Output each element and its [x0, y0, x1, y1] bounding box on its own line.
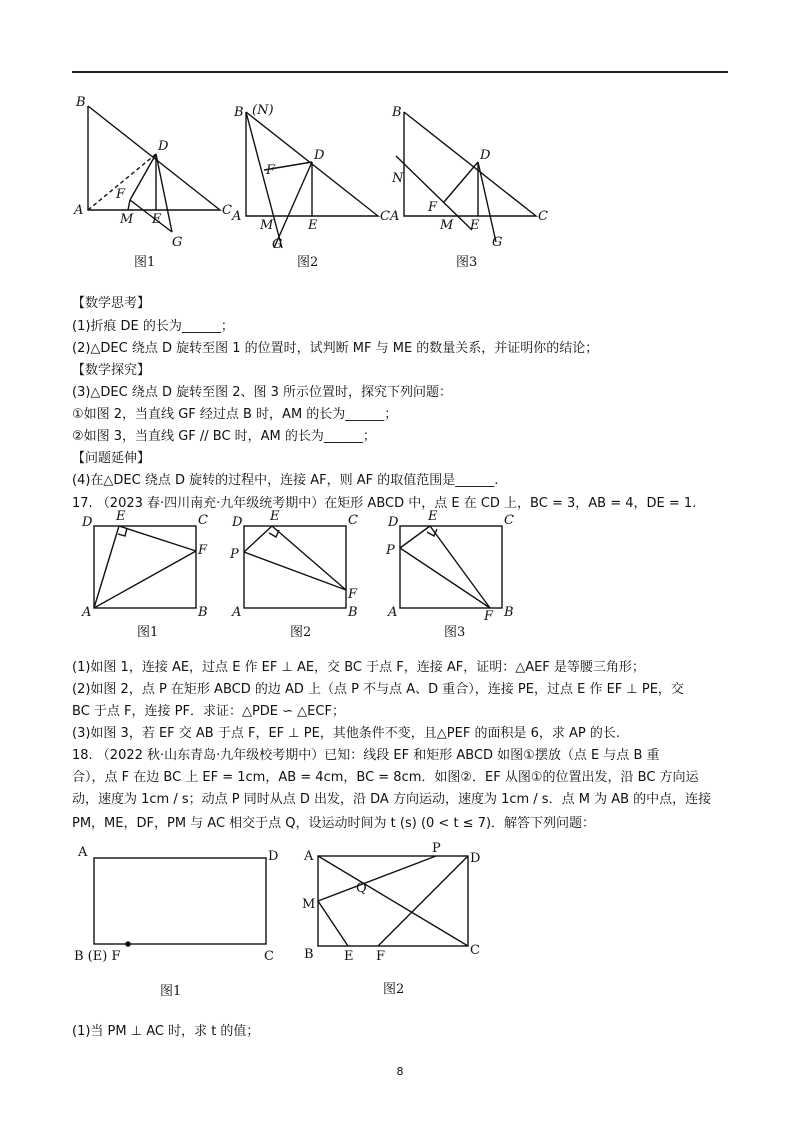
svg-text:M: M	[120, 212, 134, 227]
svg-text:C: C	[538, 209, 548, 224]
figure-16-2	[228, 98, 398, 258]
q16-part-1: (1)折痕 DE 的长为______；	[72, 319, 234, 334]
svg-text:F: F	[198, 543, 208, 558]
q16-section-explore: 【数学探究】	[72, 363, 151, 378]
svg-text:B: B	[304, 947, 314, 962]
q18-stem-line-3: 动，速度为 1cm / s；动点 P 同时从点 D 出发，沿 DA 方向运动，速度为 1cm / s．点 M 为 AB 的中点，连接	[72, 792, 712, 807]
figure-17-3	[384, 506, 534, 626]
svg-text:P: P	[386, 543, 395, 558]
svg-text:A: A	[304, 849, 314, 864]
header-rule	[72, 71, 728, 73]
q17-part-2-line-1: (2)如图 2，点 P 在矩形 ABCD 的边 AD 上（点 P 不与点 A、D 重合），连接 PE，过点 E 作 EF ⊥ PE，交	[72, 682, 684, 697]
figure-18-caption-2: 图2	[383, 982, 405, 997]
svg-text:B (E) F: B (E) F	[74, 949, 121, 964]
q17-stem: 17. （2023 春·四川南充·九年级统考期中）在矩形 ABCD 中，点 E 在 CD 上，BC = 3，AB = 4，DE = 1.	[72, 496, 697, 511]
svg-text:A: A	[82, 605, 92, 620]
figure-17-caption-3: 图3	[444, 625, 466, 640]
svg-text:C: C	[504, 513, 514, 528]
figure-17-2	[228, 506, 378, 626]
svg-text:D: D	[480, 148, 491, 163]
svg-text:M: M	[302, 897, 316, 912]
svg-text:G: G	[272, 237, 283, 252]
svg-text:F: F	[266, 163, 276, 178]
svg-text:E: E	[344, 949, 354, 964]
svg-text:F: F	[348, 587, 358, 602]
svg-text:F: F	[376, 949, 386, 964]
svg-text:B: B	[198, 605, 208, 620]
svg-text:C: C	[380, 209, 390, 224]
q16-part-3a: ①如图 2，当直线 GF 经过点 B 时，AM 的长为______；	[72, 407, 398, 422]
figure-16-3	[386, 98, 556, 258]
figure-16-caption-3: 图3	[456, 255, 478, 270]
svg-text:C: C	[222, 203, 232, 218]
q16-section-extend: 【问题延伸】	[72, 451, 151, 466]
svg-text:A: A	[388, 605, 398, 620]
q18-part-1: (1)当 PM ⊥ AC 时，求 t 的值；	[72, 1024, 260, 1039]
figure-18-1	[70, 842, 290, 972]
q16-part-2: (2)△DEC 绕点 D 旋转至图 1 的位置时，试判断 MF 与 ME 的数量关系，并证明你的结论；	[72, 341, 599, 356]
svg-text:G: G	[492, 235, 503, 250]
figure-17-caption-2: 图2	[290, 625, 312, 640]
figure-16-caption-1: 图1	[134, 255, 156, 270]
figure-17-1	[78, 506, 228, 626]
q17-part-3: (3)如图 3，若 EF 交 AB 于点 F，EF ⊥ PE，其他条件不变，且△PEF 的面积是 6，求 AP 的长.	[72, 726, 620, 741]
svg-text:B: B	[392, 105, 402, 120]
svg-text:E: E	[428, 509, 438, 524]
svg-text:D: D	[158, 139, 169, 154]
svg-text:P: P	[432, 841, 441, 856]
svg-text:E: E	[308, 218, 318, 233]
svg-text:Q: Q	[356, 881, 367, 896]
figure-18-caption-1: 图1	[160, 984, 182, 999]
svg-text:P: P	[230, 547, 239, 562]
svg-text:A: A	[232, 209, 242, 224]
svg-text:C: C	[198, 513, 208, 528]
svg-text:D: D	[314, 148, 325, 163]
q16-part-4: (4)在△DEC 绕点 D 旋转的过程中，连接 AF，则 AF 的取值范围是______.	[72, 473, 499, 488]
q17-part-1: (1)如图 1，连接 AE，过点 E 作 EF ⊥ AE，交 BC 于点 F，连接 AF，证明：△AEF 是等腰三角形；	[72, 660, 645, 675]
q16-part-3: (3)△DEC 绕点 D 旋转至图 2、图 3 所示位置时，探究下列问题：	[72, 385, 453, 400]
q18-stem-line-2: 合），点 F 在边 BC 上 EF = 1cm，AB = 4cm，BC = 8cm．如图②．EF 从图①的位置出发，沿 BC 方向运	[72, 770, 699, 785]
svg-text:A: A	[74, 203, 84, 218]
svg-text:D: D	[82, 515, 93, 530]
svg-text:C: C	[264, 949, 274, 964]
svg-text:B: B	[504, 605, 514, 620]
svg-text:G: G	[172, 235, 183, 250]
svg-text:F: F	[116, 187, 126, 202]
svg-text:A: A	[78, 845, 88, 860]
svg-text:E: E	[152, 212, 162, 227]
figure-16-1	[70, 92, 240, 252]
q18-stem-line-4: PM，ME，DF，PM 与 AC 相交于点 Q，设运动时间为 t (s) (0 < t ≤ 7)．解答下列问题：	[72, 816, 596, 831]
svg-text:C: C	[348, 513, 358, 528]
q17-part-2-line-2: BC 于点 F，连接 PF．求证：△PDE ∽ △ECF；	[72, 704, 345, 719]
svg-text:B: B	[348, 605, 358, 620]
svg-text:M: M	[260, 218, 274, 233]
svg-text:M: M	[440, 218, 454, 233]
svg-text:F: F	[484, 609, 494, 624]
svg-text:D: D	[388, 515, 399, 530]
svg-text:A: A	[390, 209, 400, 224]
q16-part-3b: ②如图 3，当直线 GF // BC 时，AM 的长为______；	[72, 429, 376, 444]
figure-17-caption-1: 图1	[137, 625, 159, 640]
figure-18-2	[298, 842, 498, 972]
svg-text:D: D	[268, 849, 279, 864]
q18-stem-line-1: 18. （2022 秋·山东青岛·九年级校考期中）已知：线段 EF 和矩形 ABCD 如图①摆放（点 E 与点 B 重	[72, 748, 660, 763]
page-number: 8	[396, 1065, 404, 1078]
svg-text:D: D	[232, 515, 243, 530]
svg-text:E: E	[470, 218, 480, 233]
svg-text:(N): (N)	[252, 103, 274, 118]
svg-text:E: E	[116, 509, 126, 524]
svg-text:B: B	[234, 105, 244, 120]
q16-section-think: 【数学思考】	[72, 296, 151, 311]
figure-16-caption-2: 图2	[297, 255, 319, 270]
svg-text:E: E	[270, 509, 280, 524]
svg-text:C: C	[470, 943, 480, 958]
svg-text:D: D	[470, 851, 481, 866]
svg-text:A: A	[232, 605, 242, 620]
svg-text:B: B	[76, 95, 86, 110]
svg-text:N: N	[392, 171, 404, 186]
svg-text:F: F	[428, 200, 438, 215]
